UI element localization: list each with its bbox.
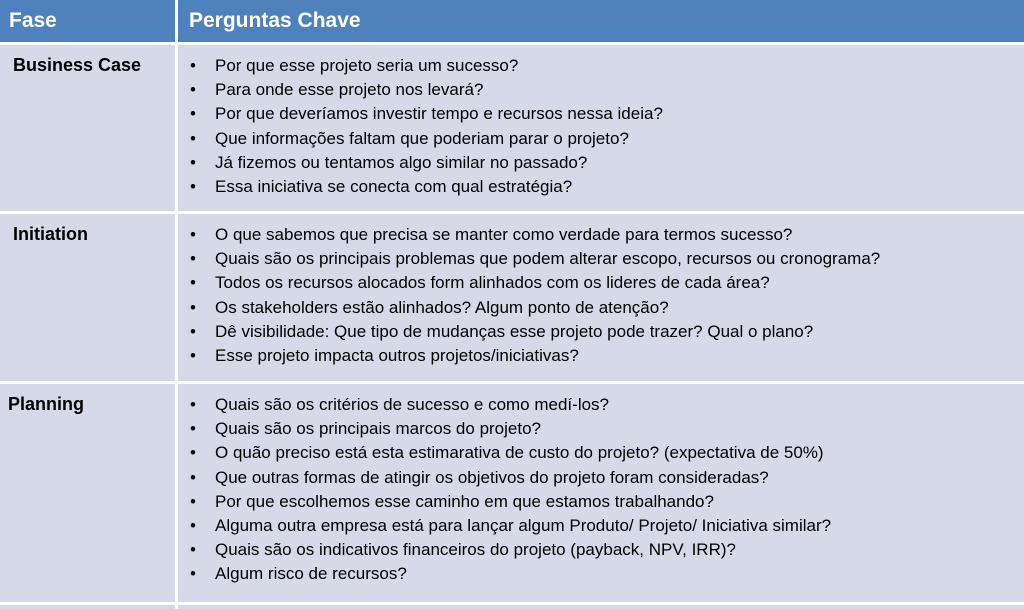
bullet-icon: • <box>190 345 196 365</box>
table-row-business-case <box>0 45 1024 211</box>
table-row-initiation <box>0 214 1024 381</box>
bullet-icon: • <box>190 297 196 317</box>
list-item: • Por que esse projeto seria um sucesso? <box>178 54 1024 78</box>
list-item: • Quais são os critérios de sucesso e como medí-los? <box>178 393 1024 417</box>
header-fase: Fase <box>9 9 57 32</box>
bullet-icon: • <box>190 80 196 100</box>
list-item: • Esse projeto impacta outros projetos/iniciativas? <box>178 344 1024 368</box>
row-divider <box>0 602 1024 605</box>
list-item: • O que sabemos que precisa se manter como verdade para termos sucesso? <box>178 223 1024 247</box>
bullet-icon: • <box>190 540 196 560</box>
list-item: • Quais são os indicativos financeiros do projeto (payback, NPV, IRR)? <box>178 538 1024 562</box>
list-item: • Dê visibilidade: Que tipo de mudanças esse projeto pode trazer? Qual o plano? <box>178 320 1024 344</box>
bullet-icon: • <box>190 128 196 148</box>
list-item: • Quais são os principais marcos do projeto? <box>178 417 1024 441</box>
bullet-icon: • <box>190 321 196 341</box>
phase-label: Initiation <box>13 224 88 244</box>
bullet-icon: • <box>190 273 196 293</box>
list-item: • Quais são os principais problemas que podem alterar escopo, recursos ou cronograma? <box>178 247 1024 271</box>
table-header <box>0 0 1024 42</box>
list-item: • Já fizemos ou tentamos algo similar no passado? <box>178 151 1024 175</box>
bullet-icon: • <box>190 225 196 244</box>
list-item: • Todos os recursos alocados form alinhados com os lideres de cada área? <box>178 271 1024 295</box>
phase-label: Business Case <box>13 55 142 75</box>
bullet-icon: • <box>190 56 196 75</box>
bullet-icon: • <box>190 491 196 511</box>
list-item: • Os stakeholders estão alinhados? Algum ponto de atenção? <box>178 296 1024 320</box>
bullet-icon: • <box>190 249 196 269</box>
bullet-icon: • <box>190 564 196 584</box>
list-item: • Por que escolhemos esse caminho em que estamos trabalhando? <box>178 490 1024 514</box>
table-row-planning <box>0 384 1024 602</box>
bullet-icon: • <box>190 467 196 487</box>
list-item: • Por que deveríamos investir tempo e recursos nessa ideia? <box>178 102 1024 126</box>
bullet-icon: • <box>190 443 196 463</box>
bullet-icon: • <box>190 395 196 414</box>
list-item: • Que outras formas de atingir os objetivos do projeto foram consideradas? <box>178 466 1024 490</box>
bullet-icon: • <box>190 515 196 535</box>
header-perguntas-chave: Perguntas Chave <box>189 9 361 32</box>
bullet-icon: • <box>190 176 196 196</box>
list-item: • O quão preciso está esta estimarativa de custo do projeto? (expectativa de 50%) <box>178 441 1024 465</box>
question-list <box>178 393 1024 587</box>
question-list <box>178 223 1024 368</box>
bullet-icon: • <box>190 152 196 172</box>
list-item: • Alguma outra empresa está para lançar algum Produto/ Projeto/ Iniciativa similar? <box>178 514 1024 538</box>
bullet-icon: • <box>190 419 196 439</box>
phase-label: Planning <box>8 394 84 414</box>
bullet-icon: • <box>190 104 196 124</box>
question-list <box>178 54 1024 199</box>
list-item: • Que informações faltam que poderiam parar o projeto? <box>178 127 1024 151</box>
list-item: • Para onde esse projeto nos levará? <box>178 78 1024 102</box>
list-item: • Algum risco de recursos? <box>178 562 1024 586</box>
list-item: • Essa iniciativa se conecta com qual estratégia? <box>178 175 1024 199</box>
